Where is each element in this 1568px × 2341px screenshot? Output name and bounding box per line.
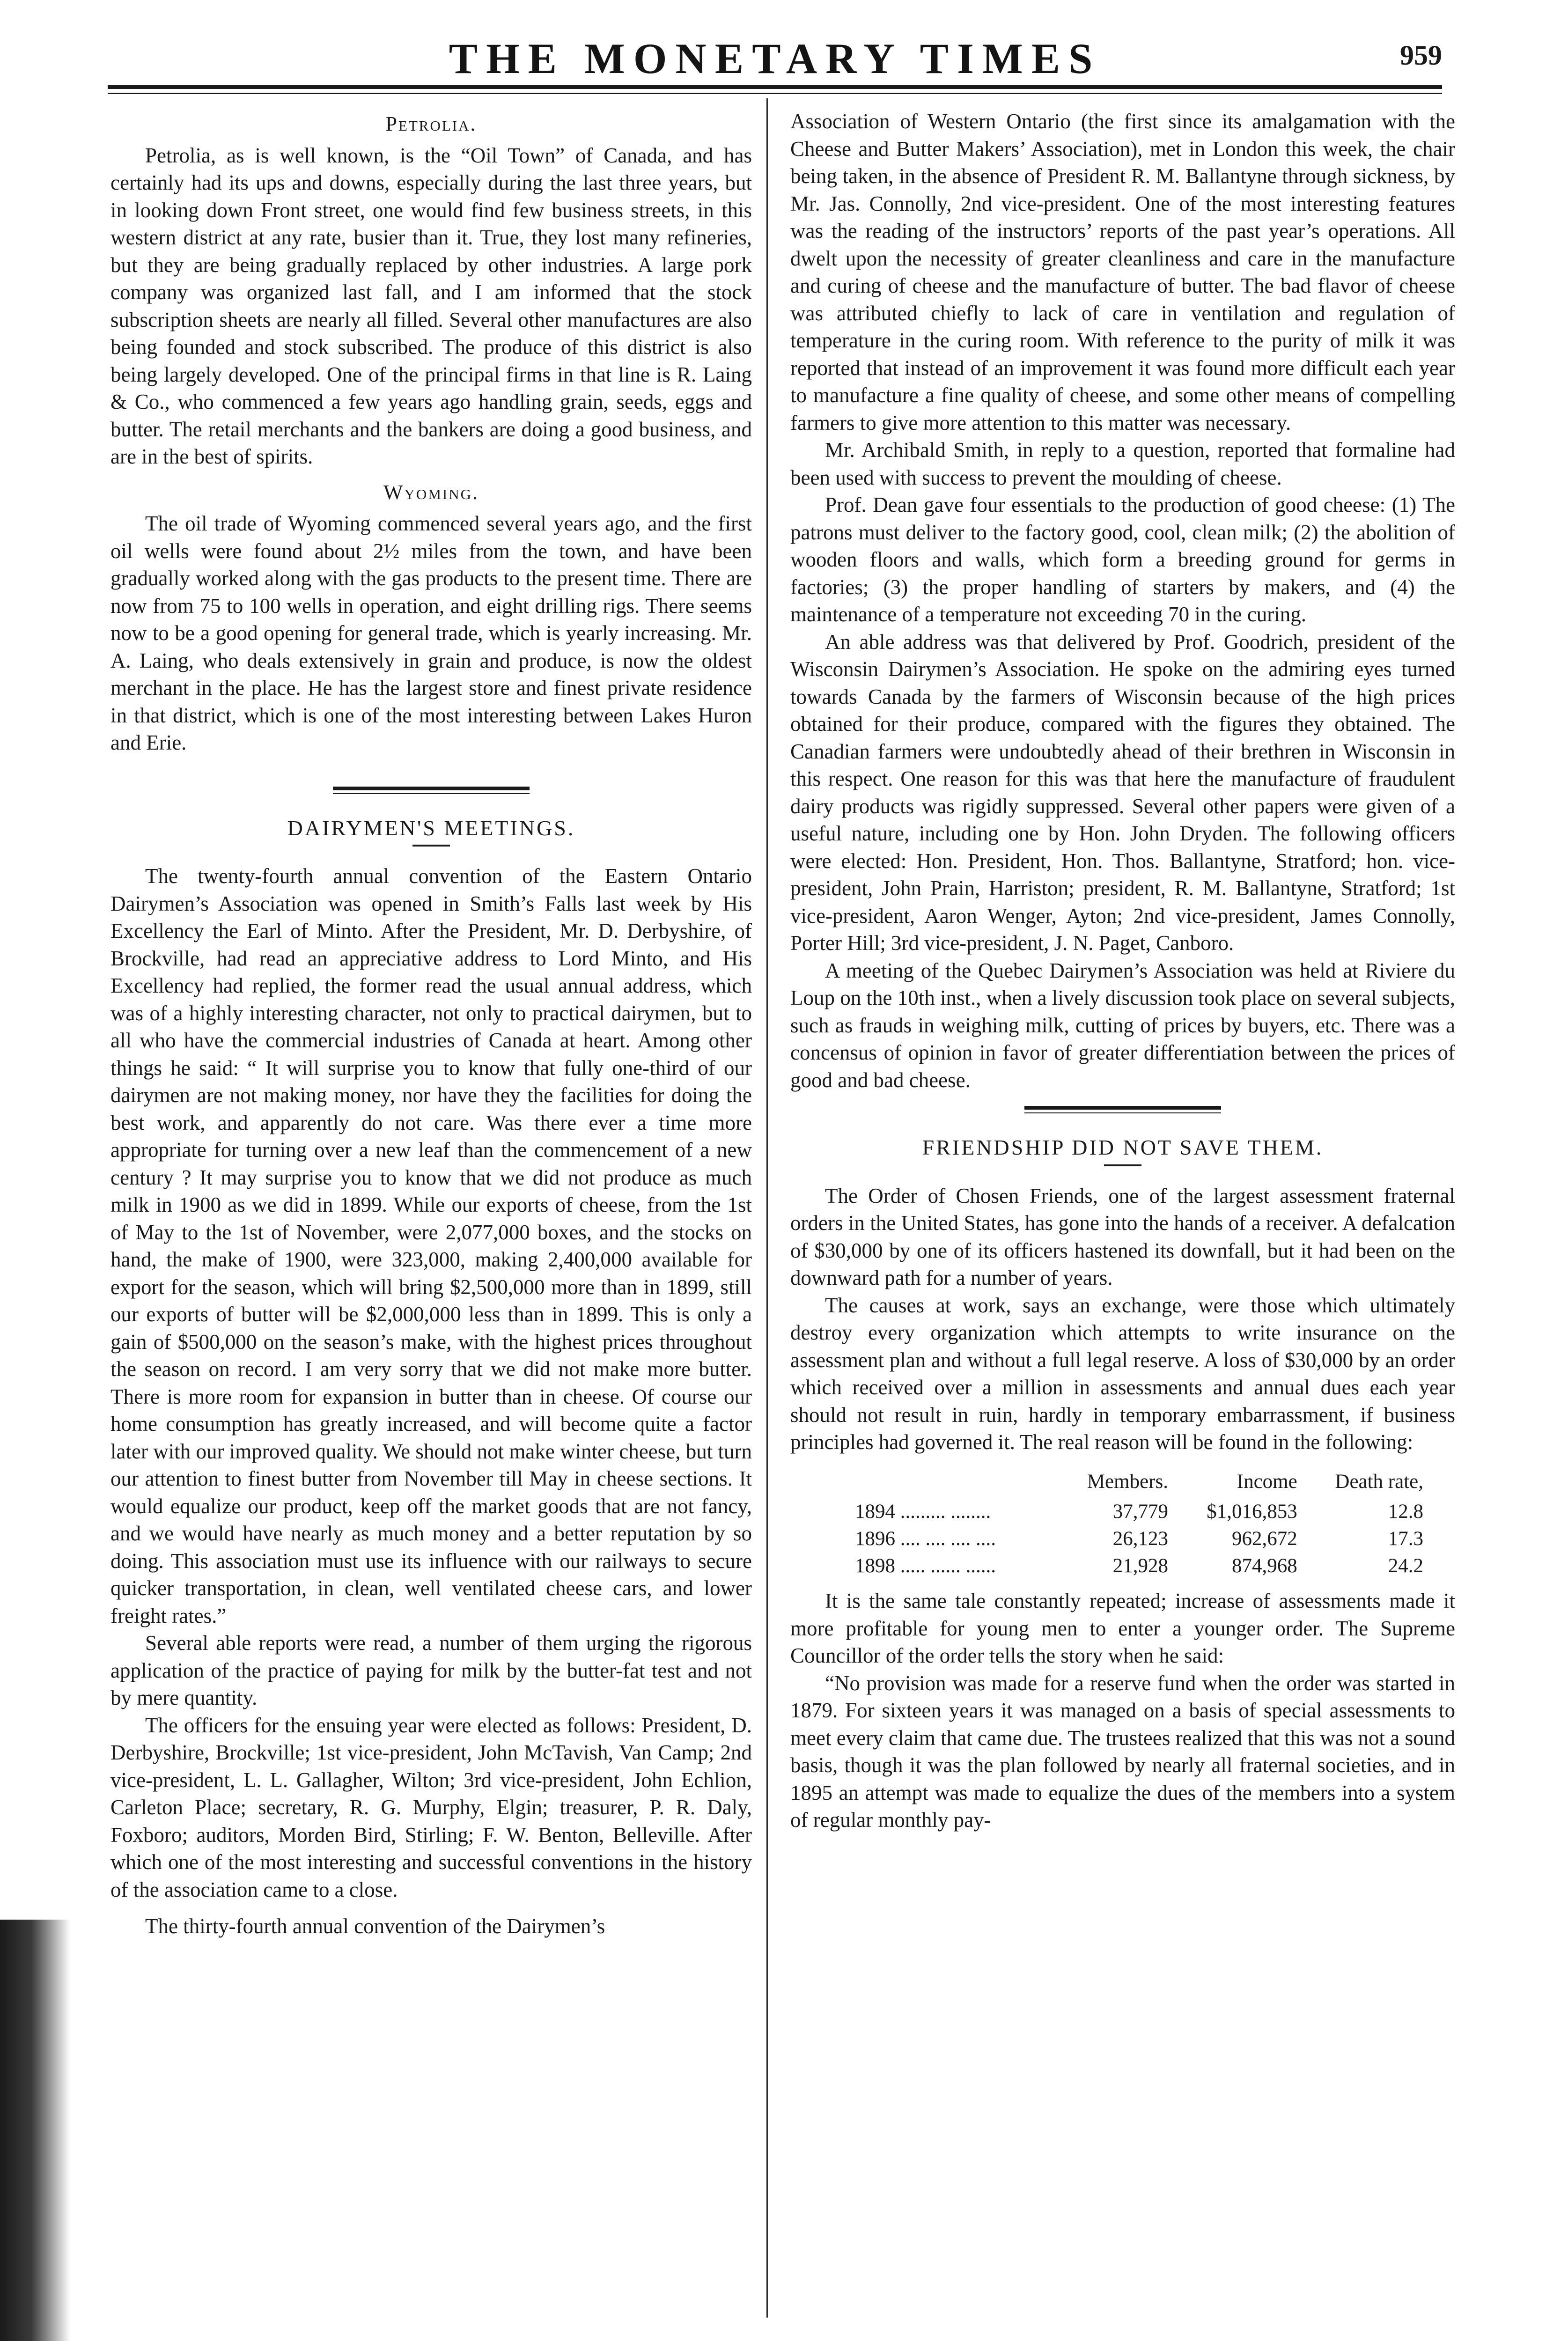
table-header-row [851,1468,1427,1499]
heading-dash [1104,1164,1141,1166]
table-cell: 26,123 [1112,1528,1168,1550]
section-heading-petrolia: Petrolia. [385,112,477,135]
paragraph: The twenty-fourth annual convention of the Eastern Ontario Dairymen’s Association was opened in Smith’s Falls last week by His Excellency the Earl of Minto. After the President, Mr. D. Derbyshire, of Brockville, had read an appreciative address to Lord Minto, and His Excellency had replied, the former read the usual annual address, which was of a highly interesting character, not only to practical dairymen, but to all who have the commercial industries of Canada at heart. Among other things he said: “ It will surprise you to know that fully one-third of our dairymen are not making money, nor have they the facilities for doing the best work, and apparently do not care. Was there ever a time more appropriate for turning over a new leaf than the commencement of a new century ? It may surprise you to know that we did not produce as much milk in 1900 as we did in 1899. While our exports of cheese, from the 1st of May to the 1st of November, were 2,077,000 boxes, and the stocks on hand, the make of 1900, were 323,000, making 2,400,000 available for export for the season, which will bring $2,500,000 more than in 1899, still our exports of butter will be $2,000,000 less than in 1899. This is only a gain of $500,000 on the season’s make, with the highest prices throughout the season on record. I am very sorry that we did not make more butter. There is more room for expansion in butter than in cheese. Of course our home consumption has greatly increased, and will become quite a factor later with our improved quality. We should not make winter cheese, but turn our attention to finest butter from November till May in cheese sections. It would equalize our product, keep off the market goods that are not fancy, and we would have nearly as much money and a better reputation by so doing. This association must use its influence with our railways to secure quicker transportation, in clean, well ventilated cheese cars, and lower freight rates.” [110,864,752,1627]
masthead [108,29,1442,85]
section-rule-thin [1024,1112,1221,1113]
publication-title: THE MONETARY TIMES [449,35,1101,82]
table-cell: 962,672 [1231,1528,1297,1550]
table-row [851,1498,1427,1525]
table-cell: 874,968 [1231,1555,1297,1577]
table-cell: $1,016,853 [1207,1501,1297,1523]
membership-table [851,1468,1427,1580]
table-cell: 1898 ..... ...... ...... [855,1555,996,1577]
paragraph: Prof. Dean gave four essentials to the production of good cheese: (1) The patrons must deliver to the factory good, cool, clean milk; (2) the abolition of wooden floors and walls, which form a breeding ground for germs in factories; (3) the proper handling of starters by makers, and (4) the maintenance of a temperature not exceeding 70 in the curing. [790,493,1455,626]
table-header: Members. [1087,1470,1168,1493]
masthead-rule [108,85,1442,89]
paragraph: Petrolia, as is well known, is the “Oil Town” of Canada, and has certainly had its ups and downs, especially during the last three years, but in looking down Front street, one would find few business streets, in this western district at any rate, busier than it. True, they lost many refineries, but they are being gradually replaced by other industries. A large pork company was organized last fall, and I am informed that the stock subscription sheets are nearly all filled. Several other manufactures are also being founded and stock subscribed. The produce of this district is also being largely developed. One of the principal firms in that line is R. Laing & Co., who commenced a few years ago handling grain, seeds, eggs and butter. The retail merchants and the bankers are doing a good business, and are in the best of spirits. [110,143,752,468]
masthead-rule-thin [108,93,1442,94]
column-divider [766,98,768,2318]
section-rule [333,787,530,790]
paragraph: The causes at work, says an exchange, were those which ultimately destroy every organization which attempts to write insurance on the assessment plan and without a full legal reserve. A loss of $30,000 by an order which received over a million in assessments and annual dues each year should not result in ruin, hardly in temporary embarrassment, if business principles had governed it. The real reason will be found in the following: [790,1293,1455,1454]
table-cell: 12.8 [1388,1501,1423,1523]
table-header: Death rate, [1335,1470,1423,1493]
paragraph: Association of Western Ontario (the first since its amalgamation with the Cheese and Butter Makers’ Association), met in London this week, the chair being taken, in the absence of President R. M. Ballantyne through sickness, by Mr. Jas. Connolly, 2nd vice-president. One of the most interesting features was the reading of the instructors’ reports of the past year’s operations. All dwelt upon the necessity of greater cleanliness and care in the manufacture and curing of cheese and the manufacture of butter. The bad flavor of cheese was attributed chiefly to lack of care in ventilation and regulation of temperature in the curing room. With reference to the purity of milk it was reported that instead of an improvement it was found more difficult each year to manufacture a fine quality of cheese, and some other means of compelling farmers to give more attention to this matter was necessary. [790,110,1455,434]
table-cell: 37,779 [1112,1501,1168,1523]
paragraph: The Order of Chosen Friends, one of the largest assessment fraternal orders in the United States, has gone into the hands of a receiver. A defalcation of $30,000 by one of its officers hastened its downfall, but it had been on the downward path for a number of years. [790,1184,1455,1289]
paragraph: An able address was that delivered by Prof. Goodrich, president of the Wisconsin Dairymen’s Association. He spoke on the admiring eyes turned towards Canada by the farmers of Wisconsin because of the high prices obtained for their produce, compared with the figures they obtained. The Canadian farmers were undoubtedly ahead of their brethren in Wisconsin in this respect. One reason for this was that here the manufacture of fraudulent dairy products was rigidly suppressed. Several other papers were given of a useful nature, including one by Hon. John Dryden. The following officers were elected: Hon. President, Hon. Thos. Ballantyne, Stratford; hon. vice-president, John Prain, Harriston; president, R. M. Ballantyne, Stratford; 1st vice-president, Aaron Wenger, Ayton; 2nd vice-president, James Connolly, Porter Hill; 3rd vice-president, J. N. Paget, Canboro. [790,630,1455,955]
binding-shadow [0,1920,70,2341]
paragraph: The thirty-fourth annual convention of the Dairymen’s [145,1914,605,1938]
table-header [851,1468,1055,1499]
table-cell: 1894 ......... ........ [855,1501,991,1523]
table-cell: 17.3 [1388,1528,1423,1550]
section-rule [1024,1106,1221,1110]
right-column [790,108,1455,1834]
paragraph: The officers for the ensuing year were elected as follows: President, D. Derbyshire, Brockville; 1st vice-president, John McTavish, Van Camp; 2nd vice-president, L. L. Gallagher, Wilton; 3rd vice-president, John Echlion, Carleton Place; secretary, R. G. Murphy, Elgin; treasurer, P. R. Daly, Foxboro; auditors, Morden Bird, Stirling; F. W. Benton, Belleville. After which one of the most interesting and successful conventions in the history of the association came to a close. [110,1713,752,1901]
paragraph: “No provision was made for a reserve fund when the order was started in 1879. For sixteen years it was managed on a basis of special assessments to meet every claim that came due. The trustees realized that this was not a sound basis, though it was the plan followed by nearly all fraternal societies, and in 1895 an attempt was made to equalize the dues of the members into a system of regular monthly pay- [790,1671,1455,1832]
left-column [110,108,752,1940]
article-heading-dairymen: DAIRYMEN'S MEETINGS. [287,816,575,840]
table-cell: 24.2 [1388,1555,1423,1577]
paragraph: The oil trade of Wyoming commenced several years ago, and the first oil wells were found about 2½ miles from the town, and have been gradually worked along with the gas products to the present time. There are now from 75 to 100 wells in operation, and eight drilling rigs. There seems now to be a good opening for general trade, which is yearly increasing. Mr. A. Laing, who deals extensively in grain and produce, is now the oldest merchant in the place. He has the largest store and finest private residence in that district, which is one of the most interesting between Lakes Huron and Erie. [110,512,752,754]
article-heading-friendship: FRIENDSHIP DID NOT SAVE THEM. [922,1135,1324,1159]
page-number: 959 [1400,40,1442,71]
paragraph: It is the same tale constantly repeated; increase of assessments made it more profitable for young men to enter a younger order. The Supreme Councillor of the order tells the story when he said: [790,1589,1455,1667]
table-row [851,1525,1427,1553]
table-cell: 1896 .... .... .... .... [855,1528,996,1550]
paragraph: Several able reports were read, a number of them urging the rigorous application of the practice of paying for milk by the butter-fat test and not by mere quantity. [110,1631,752,1709]
table-header: Income [1237,1470,1297,1493]
section-heading-wyoming: Wyoming. [383,480,479,504]
paragraph: A meeting of the Quebec Dairymen’s Association was held at Riviere du Loup on the 10th inst., when a lively discussion took place on several subjects, such as frauds in weighing milk, cutting of prices by buyers, etc. There was a concensus of opinion in favor of greater differentiation between the prices of good and bad cheese. [790,958,1455,1092]
heading-dash [412,845,450,847]
table-row [851,1553,1427,1580]
paragraph: Mr. Archibald Smith, in reply to a question, reported that formaline had been used with success to prevent the moulding of cheese. [790,438,1455,489]
section-rule-thin [333,793,530,794]
table-cell: 21,928 [1112,1555,1168,1577]
